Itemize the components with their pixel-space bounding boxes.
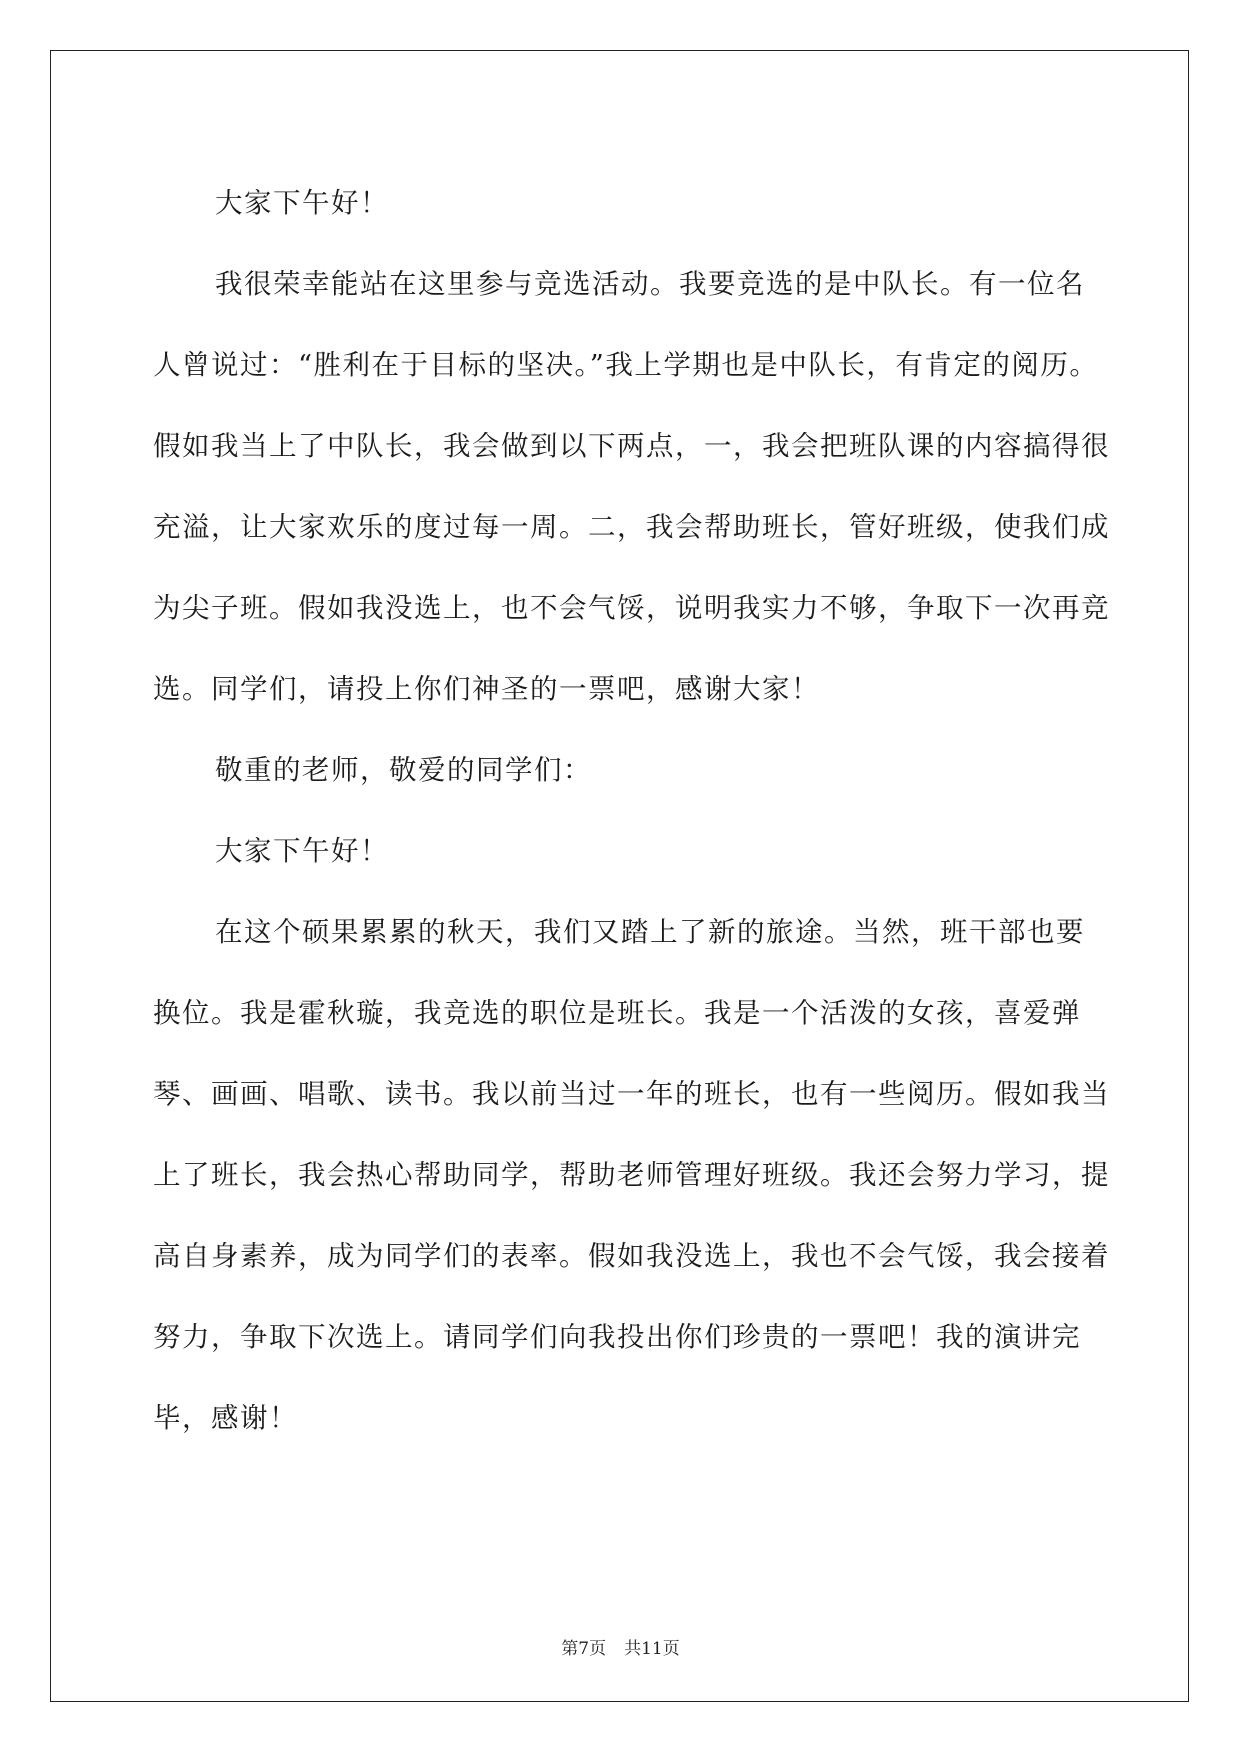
page-footer [0, 1634, 1241, 1659]
page-number-current: 第7页 [561, 1639, 607, 1659]
paragraph-speech-2: 在这个硕果累累的秋天，我们又踏上了新的旅途。当然，班干部也要换位。我是霍秋璇，我竞选的职位是班长。我是一个活泼的女孩，喜爱弹琴、画画、唱歌、读书。我以前当过一年的班长，也有一些阅历。假如我当上了班长，我会热心帮助同学，帮助老师管理好班级。我还会努力学习，提高自身素养，成为同学们的表率。假如我没选上，我也不会气馁，我会接着努力，争取下次选上。请同学们向我投出你们珍贵的一票吧！我的演讲完毕，感谢！ [153, 916, 1110, 1434]
paragraph-speech-1: 我很荣幸能站在这里参与竞选活动。我要竞选的是中队长。有一位名人曾说过：“胜利在于目标的坚决。”我上学期也是中队长，有肯定的阅历。假如我当上了中队长，我会做到以下两点，一，我会把班队课的内容搞得很充溢，让大家欢乐的度过每一周。二，我会帮助班长，管好班级，使我们成为尖子班。假如我没选上，也不会气馁，说明我实力不够，争取下一次再竞选。同学们，请投上你们神圣的一票吧，感谢大家！ [153, 268, 1110, 705]
document-body [153, 163, 1113, 1459]
paragraph-greeting-2: 大家下午好！ [215, 835, 389, 867]
paragraph-salutation: 敬重的老师，敬爱的同学们： [215, 754, 592, 786]
paragraph-greeting: 大家下午好！ [215, 187, 389, 219]
page-number-total: 共11页 [624, 1639, 680, 1659]
